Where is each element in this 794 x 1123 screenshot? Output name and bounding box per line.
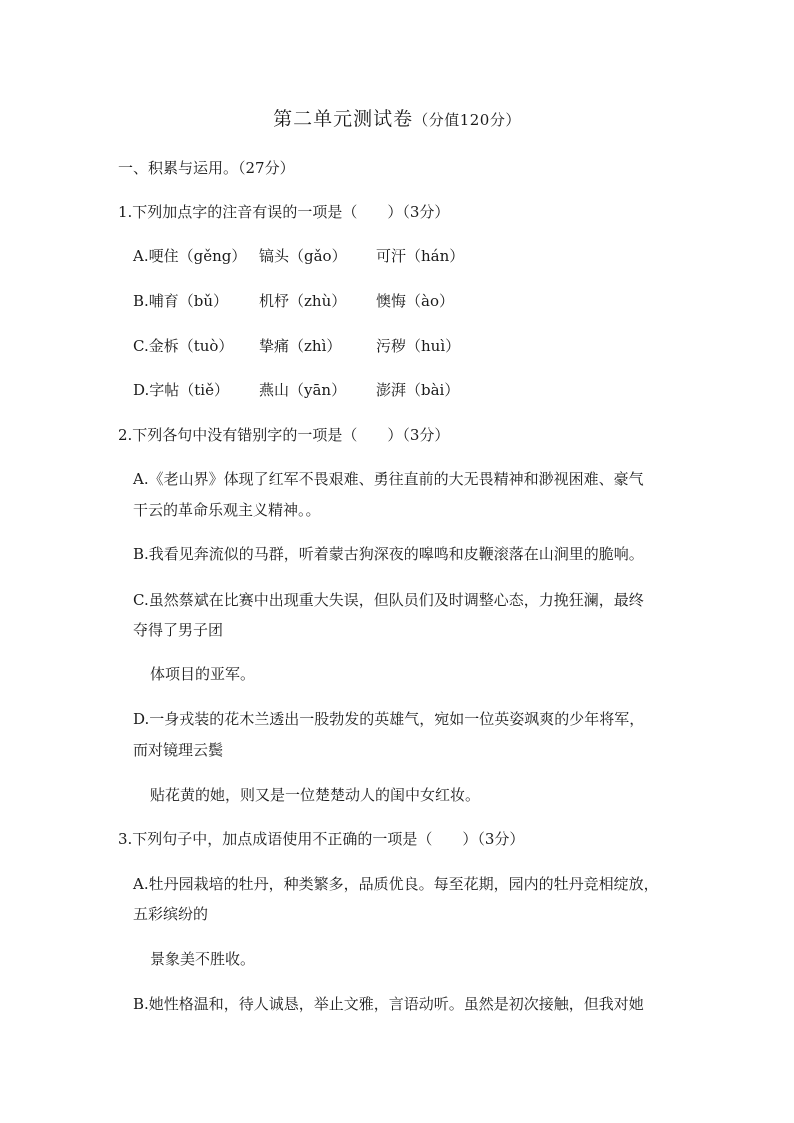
option-word: 懊悔（ào） [376,292,454,310]
question-2-option-b: B.我看见奔流似的马群，听着蒙古狗深夜的嗥鸣和皮鞭滚落在山涧里的脆响。 [133,545,644,563]
question-3-option-a-line-1: A.牡丹园栽培的牡丹，种类繁多，品质优良。每至花期，园内的牡丹竞相绽放， [133,875,659,893]
question-1-option-a [133,245,464,267]
question-2-option-c-line-3: 体项目的亚军。 [150,665,256,683]
option-word: B.哺育（bǔ） [133,292,229,310]
option-word: 可汗（hán） [376,247,465,265]
question-3-option-b-line-1: B.她性格温和，待人诚恳，举止文雅，言语动听。虽然是初次接触，但我对她 [133,995,644,1013]
question-2-option-d-line-3: 贴花黄的她，则又是一位楚楚动人的闺中女红妆。 [150,786,481,804]
option-word: 挚痛（zhì） [259,337,342,355]
option-word: 燕山（yān） [259,381,347,399]
question-1-option-d [133,379,459,401]
page-title [0,104,794,131]
option-word: 机杼（zhù） [259,292,347,310]
question-3-stem: 3.下列句子中，加点成语使用不正确的一项是（ ）（3分） [118,830,525,848]
title-score: （分值120分） [413,111,521,129]
question-2-option-a-line-2: 干云的革命乐观主义精神。。 [133,501,321,519]
question-2-stem: 2.下列各句中没有错别字的一项是（ ）（3分） [118,426,450,444]
question-1-option-c [133,335,460,357]
option-word: C.金柝（tuò） [133,337,234,355]
option-word: 污秽（huì） [376,337,461,355]
question-2-option-c-line-1: C.虽然蔡斌在比赛中出现重大失误，但队员们及时调整心态，力挽狂澜，最终 [133,591,644,609]
question-2-option-d-line-1: D.一身戎装的花木兰透出一股勃发的英雄气，宛如一位英姿飒爽的少年将军， [133,710,645,728]
option-word: 澎湃（bài） [376,381,460,399]
question-3-option-a-line-2: 五彩缤纷的 [133,905,209,923]
question-3-option-a-line-3: 景象美不胜收。 [150,950,256,968]
option-word: 镐头（gǎo） [259,247,347,265]
option-word: D.字帖（tiě） [133,381,229,399]
question-1-stem: 1.下列加点字的注音有误的一项是（ ）（3分） [118,203,450,221]
question-2-option-d-line-2: 而对镜理云鬓 [133,741,224,759]
title-main: 第二单元测试卷 [273,108,414,130]
section-heading: 一、积累与运用。（27分） [118,159,295,177]
question-2-option-a-line-1: A.《老山界》体现了红军不畏艰难、勇往直前的大无畏精神和渺视困难、豪气 [133,470,644,488]
option-word: A.哽住（gěng） [133,247,247,265]
question-1-option-b [133,290,454,312]
question-2-option-c-line-2: 夺得了男子团 [133,621,224,639]
